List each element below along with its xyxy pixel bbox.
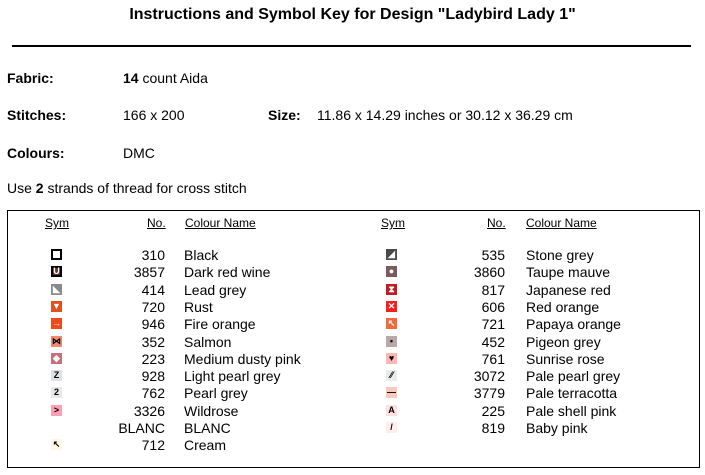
dash-icon: — xyxy=(387,387,396,398)
colour-name: Sunrise rose xyxy=(526,350,605,367)
colour-number: 352 xyxy=(141,333,165,350)
corner-triangle-icon: ◢ xyxy=(388,249,395,259)
strands-instruction xyxy=(7,180,247,196)
colour-number: 762 xyxy=(141,385,165,402)
arrow-right-icon: → xyxy=(52,318,61,329)
colour-number: 817 xyxy=(481,281,505,298)
colour-number: 946 xyxy=(141,316,165,333)
colour-number: 452 xyxy=(481,333,505,350)
symbol-swatch xyxy=(386,284,397,295)
colour-name: Salmon xyxy=(184,333,232,350)
colour-name: Red orange xyxy=(526,298,600,315)
symbol-swatch xyxy=(386,301,397,312)
key-row xyxy=(8,316,621,333)
colour-name: Cream xyxy=(184,437,227,454)
key-row xyxy=(8,350,605,368)
cup-icon: U xyxy=(53,266,60,277)
symbol-swatch xyxy=(386,353,397,364)
size-label: Size: xyxy=(268,107,301,123)
symbol-swatch xyxy=(386,422,397,433)
heart-icon: ♥ xyxy=(388,352,395,363)
colour-number: 223 xyxy=(141,350,165,367)
hatch-icon: ⁄⁄ xyxy=(389,370,393,381)
colour-number: 535 xyxy=(481,247,505,263)
key-row xyxy=(8,437,348,454)
diamond-icon: ◆ xyxy=(53,352,60,363)
symbol-swatch xyxy=(386,249,397,260)
stitches-value: 166 x 200 xyxy=(123,107,185,123)
symbol-swatch xyxy=(386,370,397,381)
symbol-swatch xyxy=(51,439,62,450)
colour-name: Dark red wine xyxy=(184,264,271,281)
symbol-swatch xyxy=(386,387,397,398)
chevron-right-icon: > xyxy=(53,404,60,415)
colours-label: Colours: xyxy=(7,145,65,161)
slash-icon: / xyxy=(390,422,393,432)
colour-name: Japanese red xyxy=(526,281,611,298)
colour-name: Stone grey xyxy=(526,247,594,263)
colour-name: Pearl grey xyxy=(184,385,248,402)
key-row xyxy=(8,298,600,316)
colour-number: 414 xyxy=(141,281,165,298)
colour-number: 928 xyxy=(141,368,165,385)
symbol-key-table xyxy=(7,210,700,468)
key-row xyxy=(8,333,601,351)
colour-number: 606 xyxy=(481,298,505,315)
fabric-type: count Aida xyxy=(142,70,208,86)
colour-name: Light pearl grey xyxy=(184,368,281,385)
colour-name: Pale shell pink xyxy=(526,402,617,419)
stitches-label: Stitches: xyxy=(7,107,67,123)
hourglass-icon: ⧗ xyxy=(388,283,395,294)
flag-icon: ↖ xyxy=(387,318,396,329)
down-triangle-icon: ▼ xyxy=(52,300,61,311)
colour-name: Wildrose xyxy=(184,402,239,419)
dot-icon: • xyxy=(389,335,394,346)
colour-name: Pale pearl grey xyxy=(526,368,621,385)
header-colour-name-right: Colour Name xyxy=(526,216,597,230)
key-row xyxy=(8,402,617,420)
page-title: Instructions and Symbol Key for Design "Ladybird Lady 1" xyxy=(129,6,576,23)
letter-z-icon: Z xyxy=(53,370,60,381)
letter-a-icon: A xyxy=(388,404,395,415)
colour-name: Black xyxy=(184,247,219,263)
colours-value: DMC xyxy=(123,145,155,161)
colour-number: 225 xyxy=(481,402,505,419)
colour-number: 3860 xyxy=(473,264,505,281)
fabric-label: Fabric: xyxy=(7,70,54,86)
colour-number: 819 xyxy=(481,420,505,436)
colour-number: 310 xyxy=(141,247,165,263)
hammer-icon: ↖ xyxy=(52,439,61,450)
colour-number: 3072 xyxy=(473,368,505,385)
colour-name: Lead grey xyxy=(184,281,247,298)
key-row xyxy=(8,420,588,437)
strands-pre: Use xyxy=(7,180,32,196)
header-colour-name-left: Colour Name xyxy=(185,216,256,230)
digit-two-icon: 2 xyxy=(53,387,59,398)
strands-count: 2 xyxy=(35,180,44,196)
fabric-count: 14 xyxy=(123,70,139,86)
colour-number: 3326 xyxy=(133,402,165,419)
circle-icon: ● xyxy=(388,266,395,277)
header-sym-left: Sym xyxy=(45,216,69,230)
header-no-right: No. xyxy=(487,216,506,230)
colour-number: 720 xyxy=(141,298,165,315)
colour-number: 3779 xyxy=(473,385,505,402)
colour-name: Pale terracotta xyxy=(526,385,618,402)
header-sym-right: Sym xyxy=(381,216,405,230)
symbol-swatch xyxy=(386,318,397,329)
triangle-icon: ◣ xyxy=(53,283,60,294)
colour-name: Baby pink xyxy=(526,420,588,436)
colour-number: 3857 xyxy=(133,264,165,281)
colour-number: BLANC xyxy=(118,420,165,436)
bowtie-icon: ⋈ xyxy=(52,335,61,346)
key-row xyxy=(8,264,611,281)
colour-name: Fire orange xyxy=(184,316,256,333)
colour-name: Taupe mauve xyxy=(526,264,611,281)
key-row xyxy=(8,281,611,299)
colour-name: Medium dusty pink xyxy=(184,350,301,367)
symbol-swatch xyxy=(386,266,397,277)
key-row xyxy=(8,247,594,264)
colour-name: Pigeon grey xyxy=(526,333,601,350)
header-no-left: No. xyxy=(147,216,166,230)
strands-post: strands of thread for cross stitch xyxy=(47,180,247,196)
fabric-value xyxy=(123,70,208,86)
title-divider xyxy=(12,45,691,47)
symbol-swatch xyxy=(386,336,397,347)
colour-number: 761 xyxy=(481,350,505,367)
colour-number: 712 xyxy=(141,437,165,454)
size-value: 11.86 x 14.29 inches or 30.12 x 36.29 cm xyxy=(317,107,573,123)
key-row xyxy=(8,385,618,402)
colour-name: Rust xyxy=(184,298,213,315)
colour-name: Papaya orange xyxy=(526,316,621,333)
key-row xyxy=(8,368,621,385)
colour-name: BLANC xyxy=(184,420,231,436)
symbol-swatch xyxy=(386,405,397,416)
x-mark-icon: ✕ xyxy=(387,300,396,311)
colour-number: 721 xyxy=(481,316,505,333)
